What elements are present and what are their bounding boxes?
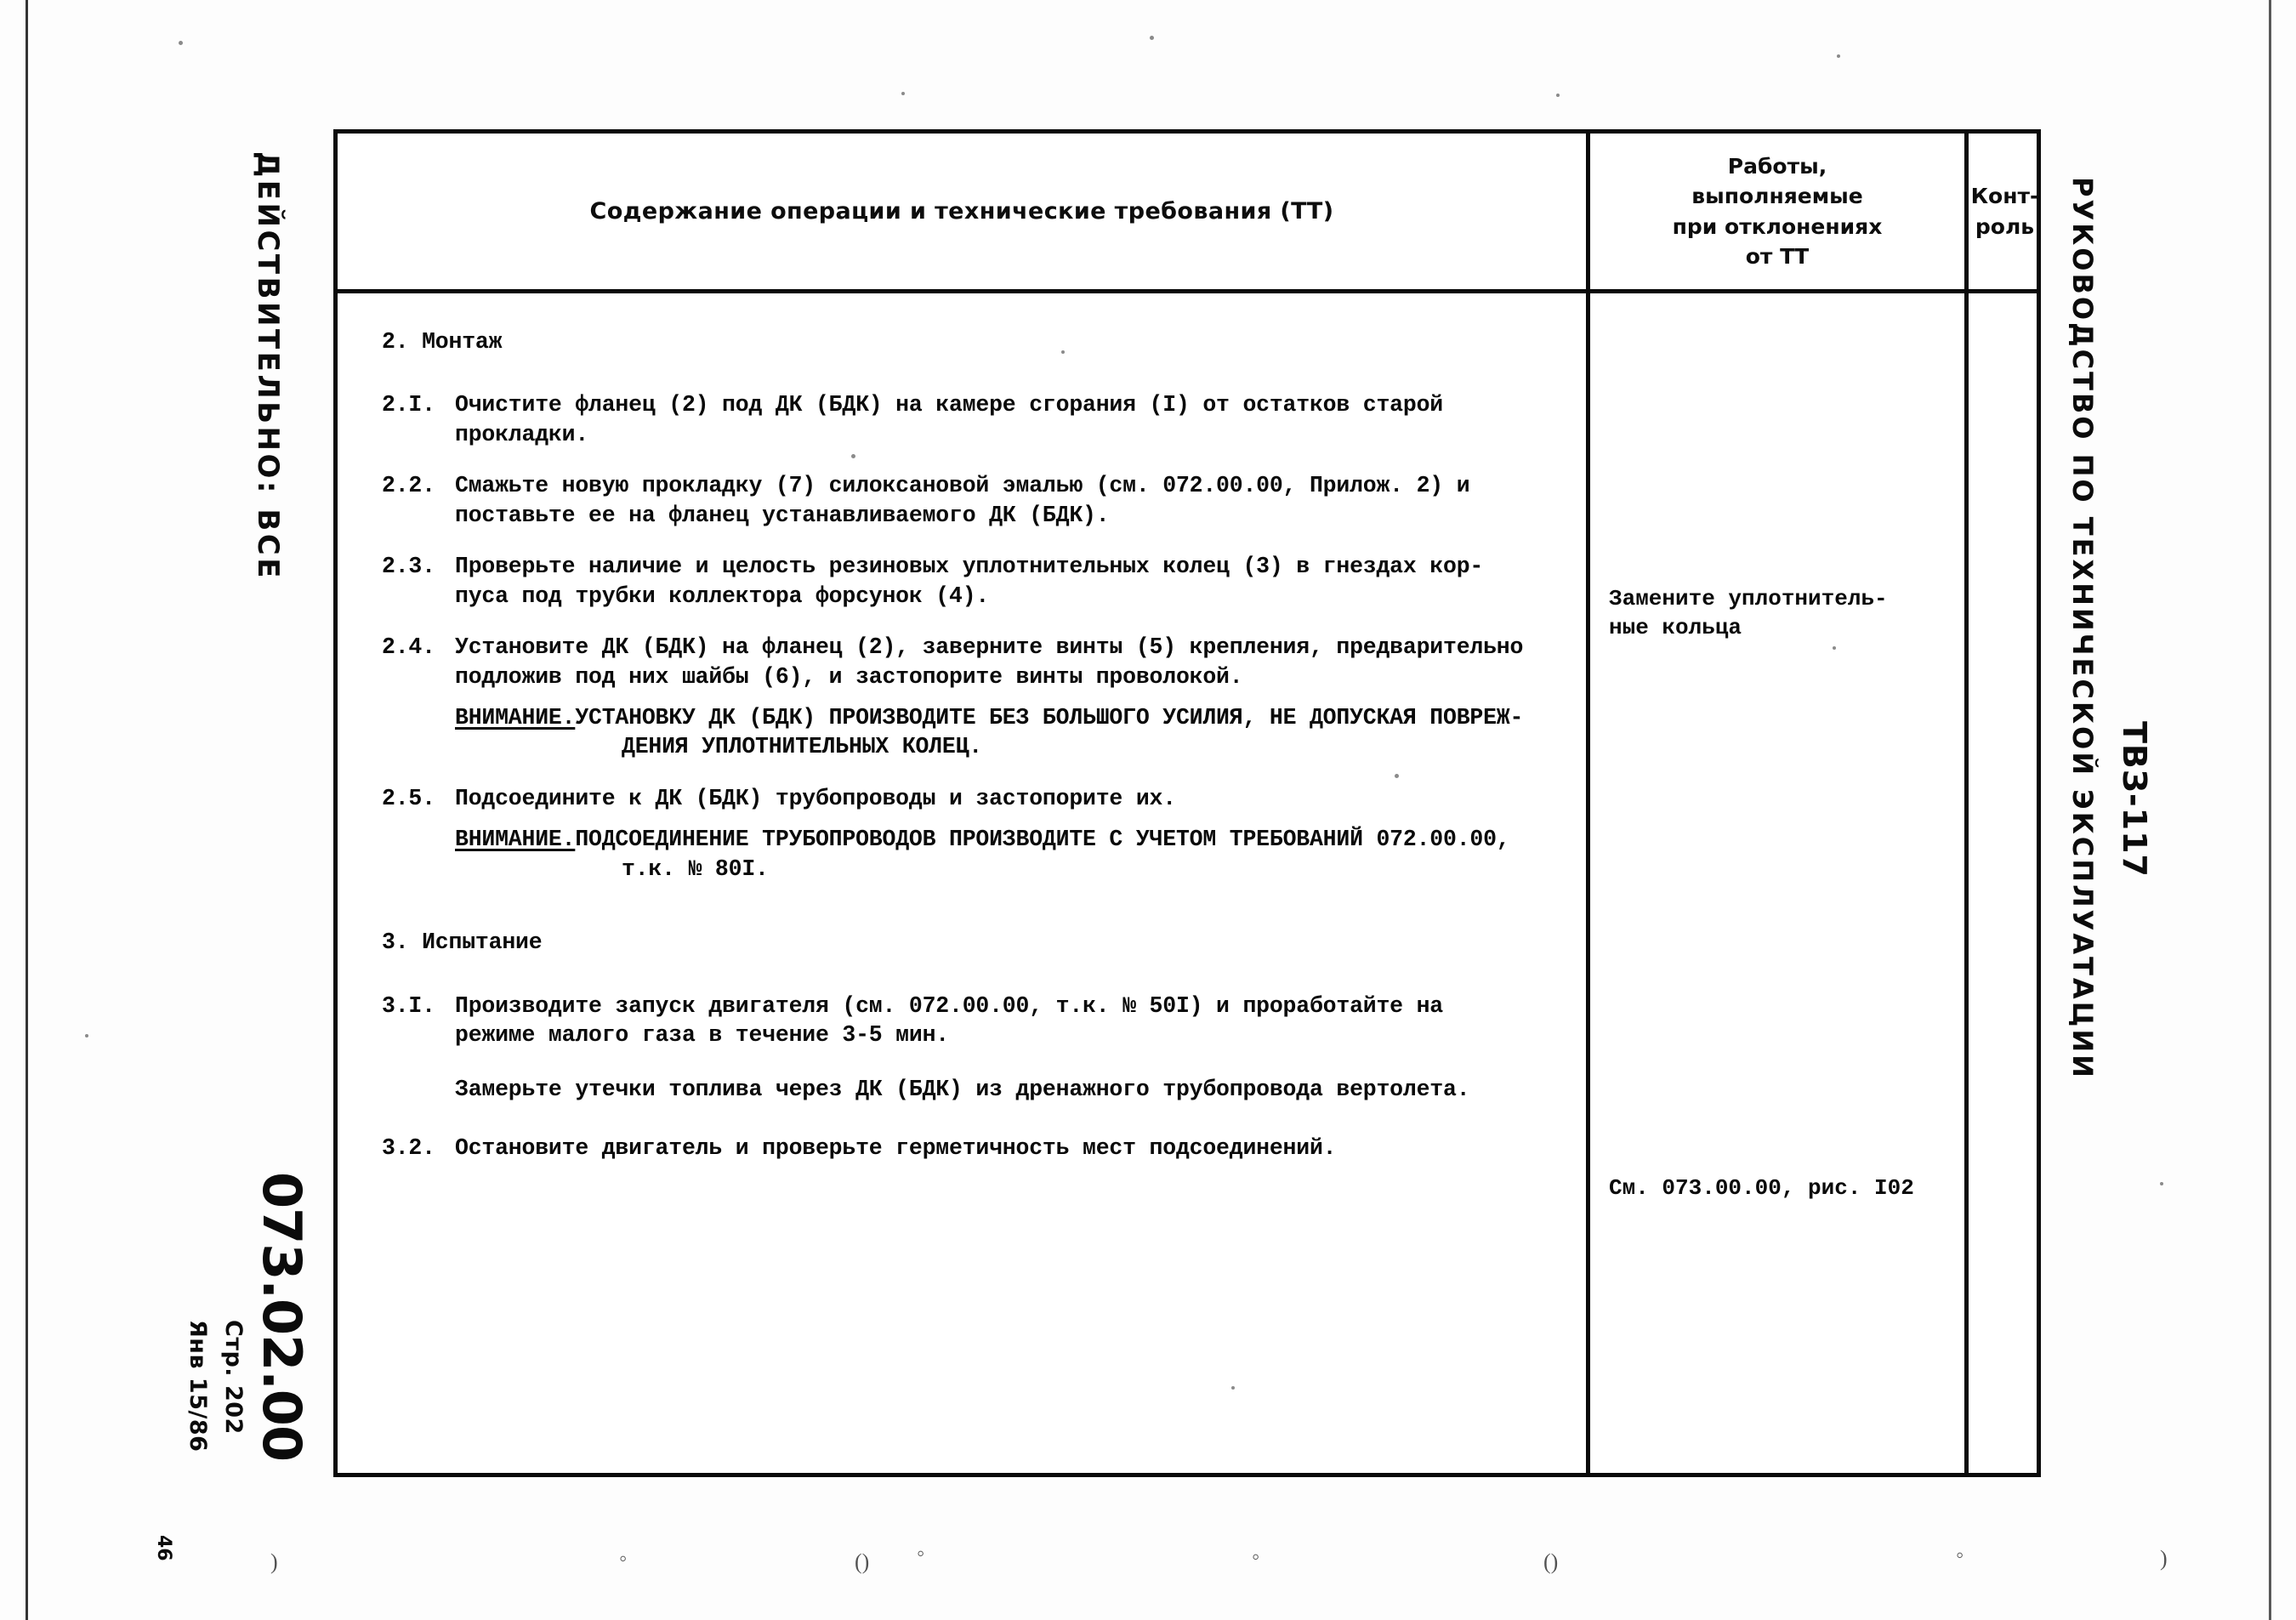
section-heading-montage: 2. Монтаж [382,329,503,355]
scan-mark: ◦ [619,1546,628,1571]
warning-text-line: УСТАНОВКУ ДК (БДК) ПРОИЗВОДИТЕ БЕЗ БОЛЬШОГО УСИЛИЯ, НЕ ДОПУСКАЯ ПОВРЕЖ- [575,704,1524,730]
column-divider-1 [1586,134,1590,1473]
operations-table [333,129,2041,1477]
scan-speckle [1837,54,1840,58]
column-header-operations [338,134,1586,289]
warning-label: ВНИМАНИЕ. [455,704,576,730]
item-text-line: Установите ДК (БДК) на фланец (2), заверните винты (5) крепления, предварительно [455,634,1524,661]
item-number: 2.4. [382,634,435,661]
scan-speckle [179,41,183,45]
operation-item [382,552,1560,611]
scan-mark: () [855,1549,870,1574]
operation-item [382,784,1560,884]
operation-item [382,471,1560,530]
manual-title: РУКОВОДСТВО ПО ТЕХНИЧЕСКОЙ ЭКСПЛУАТАЦИИ [2066,177,2099,1080]
item-text-line: Смажьте новую прокладку (7) силоксановой эмалью (см. 072.00.00, Прилож. 2) и [455,473,1470,499]
warning-text-line: ДЕНИЯ УПЛОТНИТЕЛЬНЫХ КОЛЕЦ. [622,734,982,760]
scan-speckle [851,454,855,458]
scan-speckle [1556,94,1560,97]
warning-text-line: т.к. № 80I. [622,855,769,882]
item-text-line: режиме малого газа в течение 3-5 мин. [455,1022,949,1048]
deviations-header-line-1: Работы, [1727,153,1827,179]
control-header-line-2: роль [1975,213,2035,239]
document-number: 073.02.00 [251,1172,313,1462]
sheet-number: 46 [153,1535,174,1561]
deviation-text-line: ные кольца [1609,615,1742,641]
column-header-deviations [1590,134,1964,289]
scan-speckle [1395,774,1399,778]
engine-title: ТВЗ-117 [2116,721,2153,878]
page-label: Стр. 202 [220,1320,247,1435]
operation-item [382,992,1560,1105]
item-text-line: Остановите двигатель и проверьте герметичность мест подсоединений. [455,1134,1337,1161]
scan-mark: ◦ [1252,1544,1260,1569]
column-header-control [1969,134,2041,289]
scan-mark: ◦ [1956,1543,1964,1567]
warning-note [455,703,1560,762]
item-number: 2.5. [382,785,435,811]
scan-speckle [1150,36,1154,40]
item-text-line: Подсоедините к ДК (БДК) трубопроводы и застопорите их. [455,785,1176,811]
item-number: 3.2. [382,1134,435,1161]
operation-item [382,633,1560,762]
item-text-line: поставьте ее на фланец устанавливаемого ДК (БДК). [455,502,1110,528]
item-text-line: Проверьте наличие и целость резиновых уплотнительных колец (3) в гнездах кор- [455,554,1484,580]
item-extra-line: Замерьте утечки топлива через ДК (БДК) из дренажного трубопровода вертолета. [455,1077,1470,1103]
section-heading-testing: 3. Испытание [382,929,543,956]
warning-label: ВНИМАНИЕ. [455,827,576,853]
item-text-line: Производите запуск двигателя (см. 072.00.00, т.к. № 50I) и проработайте на [455,992,1443,1019]
deviations-header-line-4: от ТТ [1745,244,1810,269]
item-text-line: пуса под трубки коллектора форсунок (4). [455,583,990,609]
scan-speckle [901,92,905,95]
deviation-text-line: См. 073.00.00, рис. I02 [1609,1175,1914,1201]
scan-speckle [2160,1182,2163,1185]
scan-edge-left [26,0,28,1620]
item-text-line: Очистите фланец (2) под ДК (БДК) на камере сгорания (I) от остатков старой [455,392,1443,418]
deviations-header-line-3: при отклонениях [1672,213,1883,239]
operation-item [382,1134,1560,1162]
operation-item [382,390,1560,449]
deviation-text-line: Замените уплотнитель- [1609,586,1888,611]
scan-speckle [85,1034,88,1037]
scan-mark: ) [270,1549,278,1574]
item-number: 2.2. [382,473,435,499]
item-number: 2.I. [382,392,435,418]
item-text-line: прокладки. [455,421,589,447]
deviation-cell [1590,1174,1964,1202]
scan-edge-right [2269,0,2271,1620]
warning-note [455,825,1560,884]
scan-speckle [1833,646,1836,650]
date-label: Янв 15/86 [185,1320,211,1452]
scan-speckle [1231,1386,1235,1390]
column-divider-2 [1964,134,1969,1473]
operations-column-body [338,293,1586,1477]
validity-label: ДЕЙСТВИТЕЛЬНО: ВСЕ [251,151,285,581]
item-number: 2.3. [382,554,435,580]
deviation-cell [1590,584,1964,643]
item-text-line: подложив под них шайбы (6), и застопорите винты проволокой. [455,663,1243,690]
scan-mark: () [1543,1549,1559,1574]
column-header-operations-text: Содержание операции и технические требования (ТТ) [589,198,1334,225]
scan-mark: ) [2160,1546,2168,1571]
deviations-header-line-2: выполняемые [1691,184,1863,208]
warning-text-line: ПОДСОЕДИНЕНИЕ ТРУБОПРОВОДОВ ПРОИЗВОДИТЕ С УЧЕТОМ ТРЕБОВАНИЙ 072.00.00, [575,827,1510,853]
control-header-line-1: Конт- [1970,184,2039,208]
scan-speckle [1061,350,1065,354]
item-number: 3.I. [382,992,435,1019]
scan-mark: ◦ [917,1541,925,1566]
